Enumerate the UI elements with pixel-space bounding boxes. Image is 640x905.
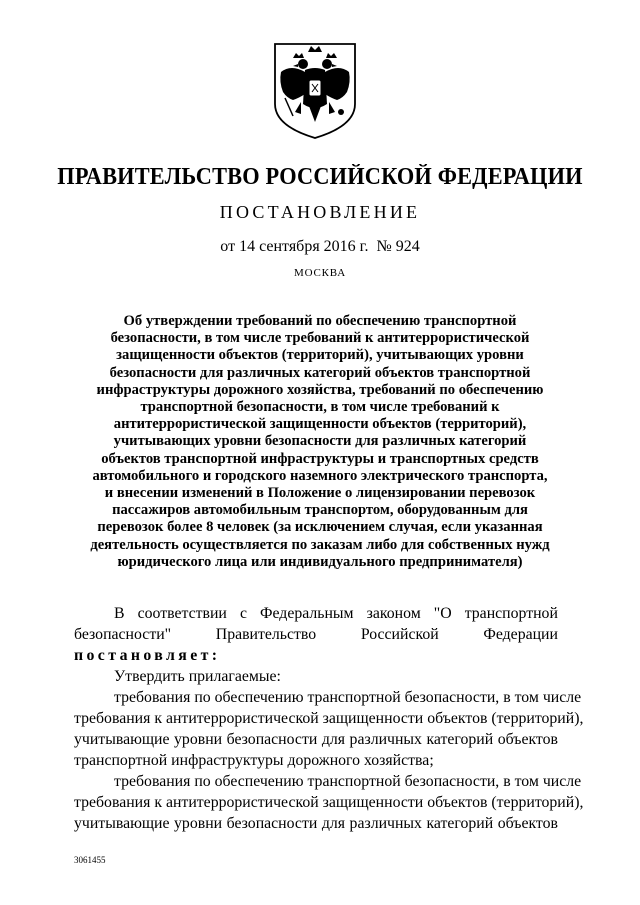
heading-line: антитеррористической защищенности объектов (территорий),	[113, 416, 527, 433]
body-line	[74, 624, 558, 645]
body-line: учитывающие уровни безопасности для различных категорий объектов	[74, 731, 558, 748]
body-line	[74, 603, 558, 624]
word: транспортной	[464, 605, 558, 622]
city: МОСКВА	[294, 267, 346, 279]
body-line	[74, 645, 558, 666]
word: безопасности"	[74, 626, 172, 643]
heading-line: защищенности объектов (территорий), учитывающих уровни	[116, 347, 524, 364]
word: Федерации	[483, 626, 558, 643]
body-line: учитывающие уровни безопасности для различных категорий объектов	[74, 815, 558, 832]
body-line: требования к антитеррористической защищенности объектов (территорий),	[74, 710, 584, 727]
heading-line: безопасности, в том числе требований к антитеррористической	[110, 330, 530, 347]
document-number: № 924	[376, 238, 420, 255]
word: Правительство	[215, 626, 317, 643]
word: "О	[433, 605, 452, 622]
document-body	[74, 603, 584, 834]
heading-line: пассажиров автомобильным транспортом, оборудованным для	[112, 502, 528, 519]
heading-line: автомобильного и городского наземного электрического транспорта,	[92, 467, 548, 484]
word: законом	[366, 605, 421, 622]
government-title: ПРАВИТЕЛЬСТВО РОССИЙСКОЙ ФЕДЕРАЦИИ	[57, 164, 583, 190]
body-line: требования к антитеррористической защищенности объектов (территорий),	[74, 794, 584, 811]
word: Российской	[360, 626, 439, 643]
document-heading	[82, 313, 558, 571]
russian-coat-of-arms-icon	[271, 42, 359, 140]
heading-line: объектов транспортной инфраструктуры и транспортных средств	[101, 450, 539, 467]
resolves-word: постановляет:	[74, 647, 221, 664]
word: с	[239, 605, 247, 622]
heading-line: учитывающих уровни безопасности для различных категорий	[113, 433, 527, 450]
heading-line: деятельность осуществляется по заказам либо для собственных нужд	[90, 536, 550, 553]
heading-line: инфраструктуры дорожного хозяйства, требований по обеспечению	[96, 381, 544, 398]
word: В	[114, 605, 125, 622]
heading-line: и внесении изменений в Положение о лицензировании перевозок	[104, 485, 536, 502]
word: соответствии	[137, 605, 227, 622]
heading-line: безопасности для различных категорий объектов транспортной	[109, 364, 531, 381]
heading-line: перевозок более 8 человек (за исключением случая, если указанная	[97, 519, 543, 536]
word: Федеральным	[260, 605, 354, 622]
body-line: требования по обеспечению транспортной безопасности, в том числе	[114, 689, 582, 706]
body-line: Утвердить прилагаемые:	[114, 668, 281, 685]
heading-line: юридического лица или индивидуального предпринимателя)	[117, 553, 523, 570]
document-type: ПОСТАНОВЛЕНИЕ	[219, 202, 421, 222]
heading-line: Об утверждении требований по обеспечению транспортной	[123, 313, 517, 329]
file-number: 3061455	[74, 855, 106, 865]
document-date-line	[0, 238, 640, 256]
document-date: от 14 сентября 2016 г.	[220, 238, 369, 255]
body-line: требования по обеспечению транспортной безопасности, в том числе	[114, 773, 582, 790]
body-line: транспортной инфраструктуры дорожного хозяйства;	[74, 752, 434, 769]
heading-line: транспортной безопасности, в том числе требований к	[140, 399, 500, 416]
